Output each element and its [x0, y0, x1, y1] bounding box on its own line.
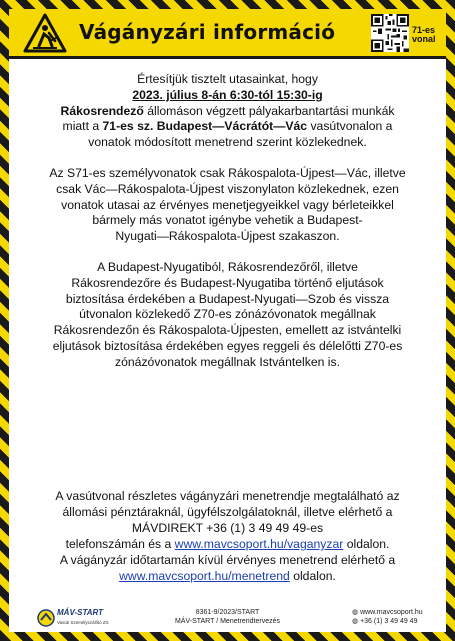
notice-header — [9, 9, 446, 59]
document-author: MÁV-START / Menetrendtervezés — [174, 618, 281, 625]
notice-body — [17, 72, 438, 386]
info-paragraph — [17, 488, 438, 584]
qr-code[interactable] — [371, 14, 409, 52]
info-line: állomási pénztáraknál, ügyfélszolgálatoknál, illetve elérhető a — [62, 505, 393, 519]
station-name: Rákosrendező — [60, 103, 144, 118]
paragraph-line: eljutások biztosítása érdekében egyes reggeli és délelőtti Z70-es — [52, 338, 403, 353]
info-line: A vasútvonal részletes vágányzári menetrendje megtalálható az — [55, 489, 400, 503]
globe-icon: ◍ — [352, 609, 361, 616]
menetrend-link[interactable]: www.mavcsoport.hu/menetrend — [119, 569, 290, 583]
info-line: MÁVDIREKT +36 (1) 3 49 49 49-es — [131, 521, 324, 535]
notice-panel — [9, 9, 446, 632]
paragraph-line: vonatok utasai az érvényes menetjegyeikkel vagy bérleteikkel — [61, 197, 394, 212]
info-line: A vágányzár időtartamán kívül érvényes menetrend elérhető a — [59, 553, 396, 567]
paragraph-line: csak Vác—Rákospalota-Újpest viszonylaton közlekednek, ezen — [56, 181, 399, 196]
info-text: oldalon. — [289, 569, 336, 583]
paragraph-line: A Budapest-Nyugatiból, Rákosrendezőről, illetve — [97, 259, 358, 274]
contact-info — [352, 608, 438, 626]
closure-date: 2023. július 8-án 6:30-tól 15:30-ig — [132, 87, 323, 102]
paragraph-line: zónázóvonatok megállnak Istvántelken is. — [115, 354, 340, 369]
paragraph-line: útvonalon közlekedő Z70-es zónázóvonatok megállnak — [79, 307, 376, 322]
page-title: Vágányzári információ — [79, 20, 336, 44]
intro-paragraph — [17, 72, 438, 151]
info-text: telefonszámán és a — [65, 537, 175, 551]
intro-line: Értesítjük tisztelt utasainkat, hogy — [137, 72, 318, 86]
route-name: 71-es sz. Budapest—Vácrátót—Vác — [102, 119, 308, 134]
contact-phone: +36 (1) 3 49 49 49 — [360, 618, 418, 625]
notice-footer — [9, 604, 446, 632]
intro-text: vasútvonalon a — [307, 119, 393, 134]
intro-text: állomáson végzett pályakarbantartási munkák — [143, 103, 395, 118]
paragraph-line: bármely más vonatot igénybe vehetik a Budapest- — [92, 213, 363, 228]
paragraph-line: Rákosrendezőn és Rákospalota-Újpesten, emellett az istvántelki — [53, 323, 402, 338]
paragraph-line: Nyugati—Rákospalota-Újpest szakaszon. — [115, 229, 340, 244]
info-text: oldalon. — [343, 537, 390, 551]
paragraph-line: Az S71-es személyvonatok csak Rákospalota-Újpest—Vác, illetve — [49, 165, 406, 180]
logo-wordmark: MÁV-START — [57, 608, 104, 617]
track-worker-warning-icon — [23, 13, 67, 53]
paragraph-line: biztosítása érdekében a Budapest-Nyugati—Szob és vissza — [65, 291, 390, 306]
s71-paragraph — [17, 166, 438, 245]
logo-subtitle: Vasúti Személyszállító Zrt. — [57, 620, 110, 625]
z70-paragraph — [17, 260, 438, 371]
paragraph-line: Rákosrendezőre és Budapest-Nyugatiba történő eljutások — [71, 275, 384, 290]
intro-text: vonatok módosított menetrend szerint közlekednek. — [88, 135, 367, 150]
phone-icon: ◍ — [352, 618, 361, 625]
intro-text: miatt a — [62, 119, 103, 134]
contact-website[interactable]: www.mavcsoport.hu — [360, 609, 423, 616]
vaganyzar-link[interactable]: www.mavcsoport.hu/vaganyzar — [174, 537, 344, 551]
document-number: 8361-9/2023/START — [195, 609, 260, 616]
line-number-label: 71-es vonal — [412, 25, 436, 44]
